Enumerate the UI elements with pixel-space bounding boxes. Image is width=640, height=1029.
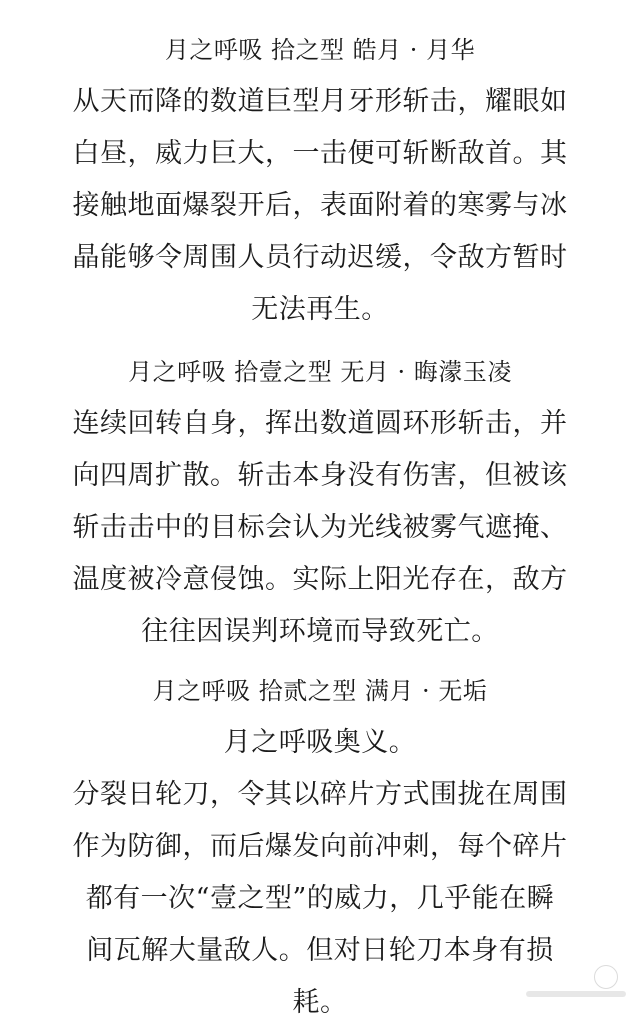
section-title: 月之呼吸 拾贰之型 满月 · 无垢: [152, 677, 488, 705]
paragraph-line: 分裂日轮刀，令其以碎片方式围拢在周围: [72, 779, 568, 810]
paragraph-line: 温度被冷意侵蚀。实际上阳光存在，敌方: [72, 564, 568, 595]
watermark-icon: [516, 965, 626, 999]
paragraph-line: 月之呼吸奥义。: [223, 727, 417, 758]
paragraph-line: 连续回转自身，挥出数道圆环形斩击，并: [72, 408, 568, 439]
paragraph-line: 都有一次“壹之型”的威力，几乎能在瞬: [85, 883, 555, 914]
paragraph-line: 间瓦解大量敌人。但对日轮刀本身有损: [86, 935, 554, 966]
paragraph-line: 白昼，威力巨大，一击便可斩断敌首。其: [72, 138, 568, 169]
paragraph-line: 耗。: [292, 987, 348, 1018]
watermark-circle-icon: [594, 965, 618, 989]
paragraph-line: 作为防御，而后爆发向前冲刺，每个碎片: [72, 831, 568, 862]
paragraph-line: 向四周扩散。斩击本身没有伤害，但被该: [72, 460, 568, 491]
section-title: 月之呼吸 拾壹之型 无月 · 晦濛玉凌: [128, 358, 512, 386]
section-moon-breathing-form-11: [60, 346, 580, 658]
paragraph-line: 斩击击中的目标会认为光线被雾气遮掩、: [72, 512, 568, 543]
paragraph-line: 无法再生。: [251, 294, 389, 325]
paragraph-line: 往往因误判环境而导致死亡。: [141, 616, 499, 647]
paragraph-line: 晶能够令周围人员行动迟缓，令敌方暂时: [72, 242, 568, 273]
section-title: 月之呼吸 拾之型 皓月 · 月华: [164, 36, 476, 64]
watermark-bar-icon: [526, 991, 626, 997]
paragraph-line: 从天而降的数道巨型月牙形斩击，耀眼如: [72, 86, 568, 117]
section-moon-breathing-form-12: [60, 665, 580, 1029]
section-moon-breathing-form-10: [60, 24, 580, 336]
paragraph-line: 接触地面爆裂开后，表面附着的寒雾与冰: [72, 190, 568, 221]
